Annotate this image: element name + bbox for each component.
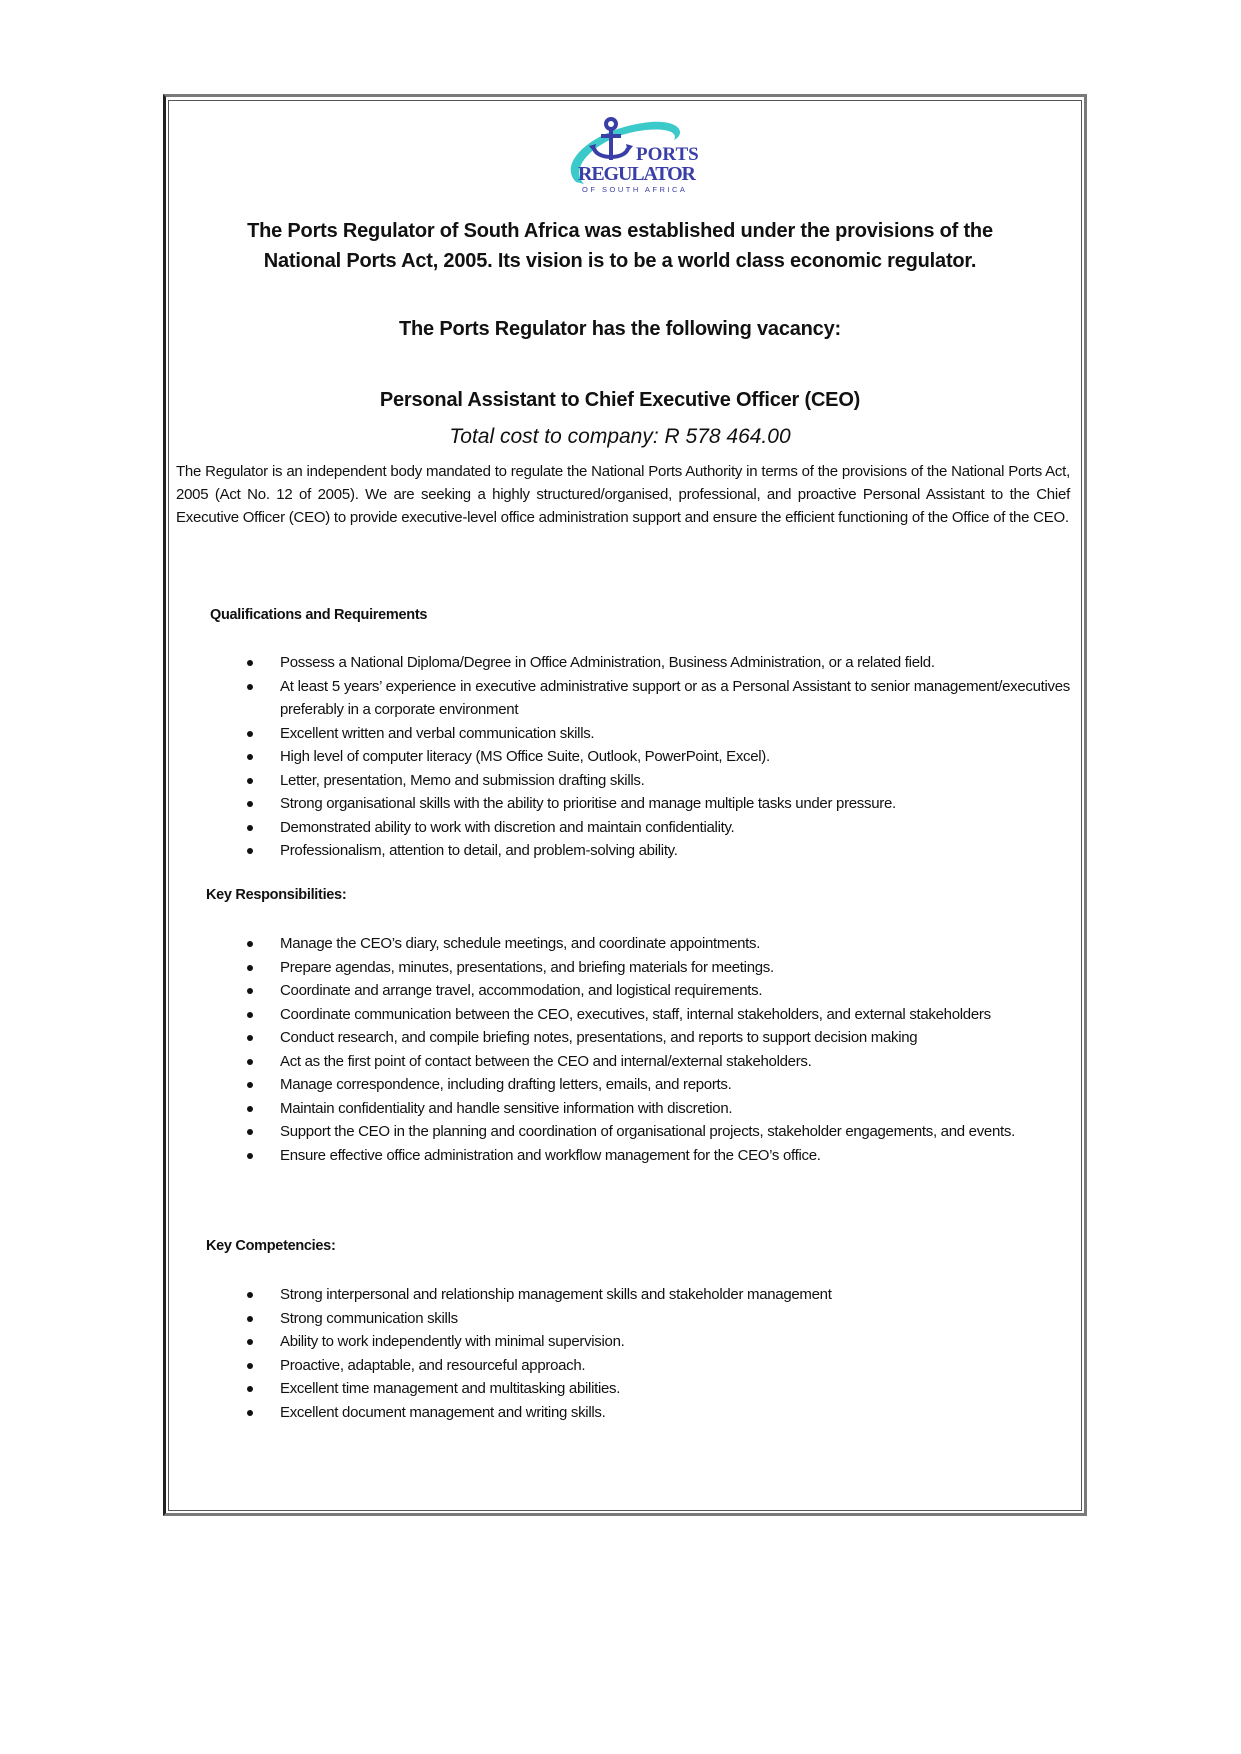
bullet-icon bbox=[247, 778, 253, 784]
competencies-list bbox=[240, 1283, 1070, 1424]
vacancy-intro: The Ports Regulator has the following vacancy: bbox=[399, 318, 841, 340]
responsibilities-heading: Key Responsibilities: bbox=[206, 887, 347, 903]
list-item-text: Manage the CEO’s diary, schedule meetings, and coordinate appointments. bbox=[280, 935, 761, 952]
list-item bbox=[240, 1050, 1070, 1074]
bullet-icon bbox=[247, 1316, 253, 1322]
bullet-icon bbox=[247, 848, 253, 854]
bullet-icon bbox=[247, 684, 253, 690]
bullet-icon bbox=[247, 1339, 253, 1345]
logo-graphic bbox=[556, 112, 716, 202]
responsibilities-list bbox=[240, 932, 1070, 1167]
bullet-icon bbox=[247, 965, 253, 971]
list-item bbox=[240, 816, 1070, 840]
list-item-text: Ability to work independently with minimal supervision. bbox=[280, 1333, 625, 1350]
job-description: The Regulator is an independent body mandated to regulate the National Ports Authority in terms of the provisions of the National Ports Act, 2005 (Act No. 12 of 2005). We are seeking a highly structured/organised, professional, and proactive Personal Assistant to the Chief Executive Officer (CEO) to provide executive-level office administration support and ensure the efficient functioning of the Office of the CEO. bbox=[176, 463, 1070, 527]
bullet-icon bbox=[247, 1363, 253, 1369]
list-item-text: High level of computer literacy (MS Office Suite, Outlook, PowerPoint, Excel). bbox=[280, 748, 770, 765]
intro-line-2: National Ports Act, 2005. Its vision is to be a world class economic regulator. bbox=[263, 250, 977, 272]
list-item bbox=[240, 1026, 1070, 1050]
list-item bbox=[240, 1073, 1070, 1097]
qualifications-heading: Qualifications and Requirements bbox=[210, 607, 428, 623]
job-salary: Total cost to company: R 578 464.00 bbox=[449, 425, 791, 448]
bullet-icon bbox=[247, 1410, 253, 1416]
bullet-icon bbox=[247, 1082, 253, 1088]
bullet-icon bbox=[247, 1059, 253, 1065]
bullet-icon bbox=[247, 1129, 253, 1135]
bullet-icon bbox=[247, 1386, 253, 1392]
bullet-icon bbox=[247, 1106, 253, 1112]
list-item-text: Letter, presentation, Memo and submission drafting skills. bbox=[280, 771, 645, 789]
bullet-icon bbox=[247, 988, 253, 994]
bullet-icon bbox=[247, 1035, 253, 1041]
list-item bbox=[240, 1283, 1070, 1307]
list-item-text: Coordinate communication between the CEO, executives, staff, internal stakeholders, and external stakeholders bbox=[280, 1005, 991, 1023]
list-item bbox=[240, 792, 1070, 816]
logo-text-country: OF SOUTH AFRICA bbox=[582, 185, 688, 194]
intro-line-1: The Ports Regulator of South Africa was established under the provisions of the bbox=[247, 220, 993, 242]
list-item bbox=[240, 722, 1070, 746]
qualifications-list bbox=[240, 651, 1070, 863]
list-item-text: Strong communication skills bbox=[280, 1309, 458, 1327]
list-item bbox=[240, 1097, 1070, 1121]
competencies-heading: Key Competencies: bbox=[206, 1238, 336, 1254]
bullet-icon bbox=[247, 731, 253, 737]
list-item-text: Coordinate and arrange travel, accommodation, and logistical requirements. bbox=[280, 982, 763, 999]
list-item bbox=[240, 1330, 1070, 1354]
list-item-text: Manage correspondence, including drafting letters, emails, and reports. bbox=[280, 1076, 732, 1093]
list-item-text: Strong organisational skills with the ability to prioritise and manage multiple tasks under pressure. bbox=[280, 795, 896, 812]
list-item-text: At least 5 years’ experience in executive administrative support or as a Personal Assistant to senior management/executives preferably in a corporate environment bbox=[280, 677, 1070, 718]
ports-regulator-logo bbox=[556, 112, 716, 202]
list-item-text: Excellent written and verbal communication skills. bbox=[280, 724, 595, 742]
list-item bbox=[240, 839, 1070, 863]
list-item-text: Strong interpersonal and relationship management skills and stakeholder management bbox=[280, 1286, 832, 1303]
bullet-icon bbox=[247, 941, 253, 947]
bullet-icon bbox=[247, 1012, 253, 1018]
bullet-icon bbox=[247, 660, 253, 666]
bullet-icon bbox=[247, 754, 253, 760]
logo-text-ports: PORTS bbox=[636, 144, 699, 165]
list-item-text: Ensure effective office administration and workflow management for the CEO’s office. bbox=[280, 1146, 821, 1164]
list-item bbox=[240, 956, 1070, 980]
list-item bbox=[240, 675, 1070, 722]
list-item bbox=[240, 651, 1070, 675]
list-item bbox=[240, 932, 1070, 956]
list-item-text: Act as the first point of contact between the CEO and internal/external stakeholders. bbox=[280, 1052, 812, 1070]
list-item bbox=[240, 769, 1070, 793]
logo-text-regulator: REGULATOR bbox=[578, 163, 696, 185]
bullet-icon bbox=[247, 1292, 253, 1298]
list-item-text: Support the CEO in the planning and coordination of organisational projects, stakeholder engagements, and events. bbox=[280, 1123, 1015, 1140]
list-item-text: Excellent time management and multitasking abilities. bbox=[280, 1380, 621, 1397]
bullet-icon bbox=[247, 1153, 253, 1159]
bullet-icon bbox=[247, 825, 253, 831]
list-item bbox=[240, 1401, 1070, 1425]
bullet-icon bbox=[247, 801, 253, 807]
list-item-text: Professionalism, attention to detail, and problem-solving ability. bbox=[280, 842, 678, 859]
list-item-text: Excellent document management and writing skills. bbox=[280, 1403, 606, 1421]
list-item-text: Demonstrated ability to work with discretion and maintain confidentiality. bbox=[280, 818, 735, 836]
list-item-text: Conduct research, and compile briefing notes, presentations, and reports to support decision making bbox=[280, 1029, 918, 1046]
job-title: Personal Assistant to Chief Executive Officer (CEO) bbox=[379, 389, 861, 411]
list-item-text: Prepare agendas, minutes, presentations, and briefing materials for meetings. bbox=[280, 958, 774, 976]
list-item bbox=[240, 1003, 1070, 1027]
list-item bbox=[240, 1377, 1070, 1401]
list-item bbox=[240, 979, 1070, 1003]
list-item bbox=[240, 1120, 1070, 1144]
list-item-text: Possess a National Diploma/Degree in Office Administration, Business Administration, or a related field. bbox=[280, 654, 935, 671]
list-item bbox=[240, 1307, 1070, 1331]
list-item bbox=[240, 1354, 1070, 1378]
list-item-text: Maintain confidentiality and handle sensitive information with discretion. bbox=[280, 1099, 733, 1117]
list-item bbox=[240, 1144, 1070, 1168]
list-item bbox=[240, 745, 1070, 769]
list-item-text: Proactive, adaptable, and resourceful approach. bbox=[280, 1356, 586, 1374]
